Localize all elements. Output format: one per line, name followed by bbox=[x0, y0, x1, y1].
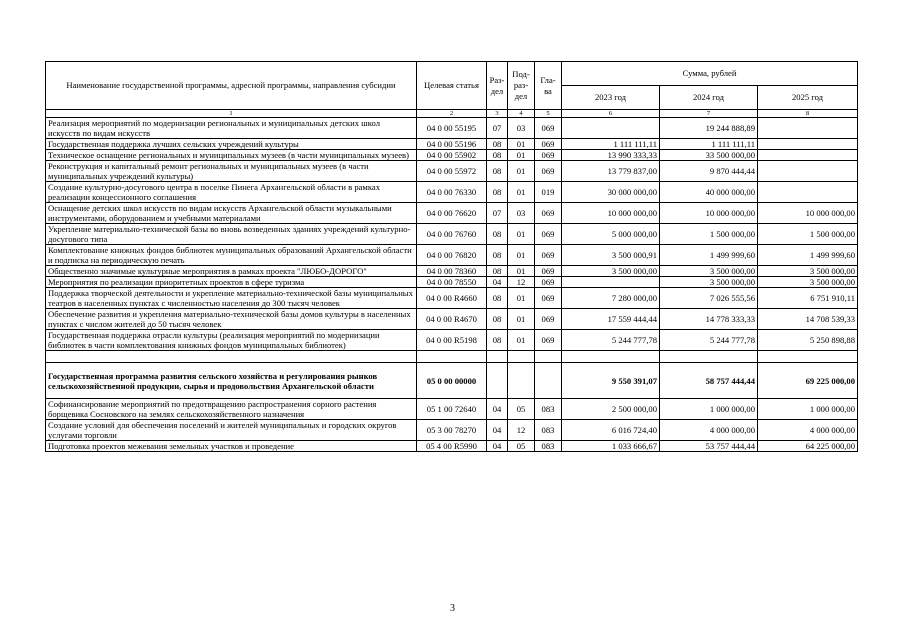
row-sum-2023: 1 111 111,11 bbox=[562, 139, 660, 150]
header-year-2023: 2023 год bbox=[562, 86, 660, 110]
column-number-row bbox=[46, 110, 858, 118]
row-name: Оснащение детских школ искусств по видам искусств Архангельской области музыкальными инструментами, оборудованием и учебными материалами bbox=[46, 203, 417, 224]
row-code: 04 0 00 76820 bbox=[417, 245, 487, 266]
program-sum-2024: 58 757 444,44 bbox=[660, 363, 758, 399]
row-sum-2023: 17 559 444,44 bbox=[562, 309, 660, 330]
table-row bbox=[46, 277, 858, 288]
row-code: 04 0 00 76760 bbox=[417, 224, 487, 245]
row-name: Укрепление материально-технической базы во вновь возведенных зданиях учреждений культурно-досугового типа bbox=[46, 224, 417, 245]
row-code: 04 0 00 R4670 bbox=[417, 309, 487, 330]
row-subsection: 01 bbox=[508, 139, 535, 150]
table-row bbox=[46, 441, 858, 452]
row-chief: 069 bbox=[535, 288, 562, 309]
row-section: 08 bbox=[487, 309, 508, 330]
row-section: 08 bbox=[487, 245, 508, 266]
row-subsection: 03 bbox=[508, 118, 535, 139]
row-section: 08 bbox=[487, 266, 508, 277]
row-section: 07 bbox=[487, 118, 508, 139]
row-name: Подготовка проектов межевания земельных участков и проведение bbox=[46, 441, 417, 452]
row-code: 04 0 00 76330 bbox=[417, 182, 487, 203]
page-number: 3 bbox=[450, 603, 455, 614]
row-sum-2025: 1 000 000,00 bbox=[758, 399, 858, 420]
row-chief: 069 bbox=[535, 330, 562, 351]
row-code: 04 0 00 55195 bbox=[417, 118, 487, 139]
program-sum-2023: 9 550 391,07 bbox=[562, 363, 660, 399]
row-sum-2025: 3 500 000,00 bbox=[758, 277, 858, 288]
table-row bbox=[46, 266, 858, 277]
row-subsection: 01 bbox=[508, 245, 535, 266]
row-sum-2024: 19 244 888,89 bbox=[660, 118, 758, 139]
row-code: 04 0 00 55902 bbox=[417, 150, 487, 161]
row-name: Создание культурно-досугового центра в поселке Пинега Архангельской области в рамках реализации концессионного соглашения bbox=[46, 182, 417, 203]
row-sum-2024: 3 500 000,00 bbox=[660, 266, 758, 277]
row-subsection: 01 bbox=[508, 150, 535, 161]
table-row bbox=[46, 182, 858, 203]
column-number: 7 bbox=[660, 110, 758, 118]
row-sum-2024: 5 244 777,78 bbox=[660, 330, 758, 351]
row-name: Создание условий для обеспечения поселений и жителей муниципальных и городских округов услугами торговли bbox=[46, 420, 417, 441]
row-sum-2025: 6 751 910,11 bbox=[758, 288, 858, 309]
row-subsection: 05 bbox=[508, 399, 535, 420]
header-section: Раз-дел bbox=[487, 62, 508, 110]
row-sum-2023: 2 500 000,00 bbox=[562, 399, 660, 420]
row-sum-2023: 7 280 000,00 bbox=[562, 288, 660, 309]
table-row bbox=[46, 288, 858, 309]
column-number: 5 bbox=[535, 110, 562, 118]
row-chief: 069 bbox=[535, 139, 562, 150]
row-sum-2025: 64 225 000,00 bbox=[758, 441, 858, 452]
row-sum-2024: 7 026 555,56 bbox=[660, 288, 758, 309]
table-row bbox=[46, 150, 858, 161]
row-subsection: 12 bbox=[508, 277, 535, 288]
row-section: 04 bbox=[487, 399, 508, 420]
subsidy-table bbox=[45, 61, 858, 452]
subsidy-rows bbox=[46, 118, 858, 351]
row-section: 08 bbox=[487, 139, 508, 150]
row-sum-2025: 1 499 999,60 bbox=[758, 245, 858, 266]
row-subsection: 01 bbox=[508, 224, 535, 245]
row-sum-2024: 33 500 000,00 bbox=[660, 150, 758, 161]
row-sum-2024: 1 111 111,11 bbox=[660, 139, 758, 150]
row-section: 07 bbox=[487, 203, 508, 224]
row-sum-2025 bbox=[758, 139, 858, 150]
row-chief: 069 bbox=[535, 161, 562, 182]
row-chief: 069 bbox=[535, 266, 562, 277]
row-sum-2025: 3 500 000,00 bbox=[758, 266, 858, 277]
row-chief: 069 bbox=[535, 245, 562, 266]
table-row bbox=[46, 245, 858, 266]
row-sum-2023: 13 779 837,00 bbox=[562, 161, 660, 182]
row-subsection: 01 bbox=[508, 266, 535, 277]
row-section: 08 bbox=[487, 150, 508, 161]
subsidy-table-page bbox=[45, 61, 857, 452]
row-code: 04 0 00 78360 bbox=[417, 266, 487, 277]
row-section: 08 bbox=[487, 224, 508, 245]
header-year-2024: 2024 год bbox=[660, 86, 758, 110]
row-chief: 019 bbox=[535, 182, 562, 203]
row-sum-2023 bbox=[562, 118, 660, 139]
row-sum-2024: 14 778 333,33 bbox=[660, 309, 758, 330]
row-name: Реализация мероприятий по модернизации региональных и муниципальных детских школ искусств по видам искусств bbox=[46, 118, 417, 139]
table-row bbox=[46, 139, 858, 150]
row-sum-2023: 3 500 000,91 bbox=[562, 245, 660, 266]
row-section: 04 bbox=[487, 441, 508, 452]
header-sum: Сумма, рублей bbox=[562, 62, 858, 86]
column-number: 1 bbox=[46, 110, 417, 118]
row-sum-2023: 13 990 333,33 bbox=[562, 150, 660, 161]
row-code: 05 4 00 R5990 bbox=[417, 441, 487, 452]
row-sum-2025 bbox=[758, 118, 858, 139]
row-name: Мероприятия по реализации приоритетных проектов в сфере туризма bbox=[46, 277, 417, 288]
header-subsection: Под-раз-дел bbox=[508, 62, 535, 110]
row-sum-2024: 1 500 000,00 bbox=[660, 224, 758, 245]
row-subsection: 05 bbox=[508, 441, 535, 452]
program-subsidy-rows bbox=[46, 399, 858, 452]
column-number: 4 bbox=[508, 110, 535, 118]
row-code: 04 0 00 R4660 bbox=[417, 288, 487, 309]
row-section: 04 bbox=[487, 420, 508, 441]
row-sum-2024: 40 000 000,00 bbox=[660, 182, 758, 203]
row-code: 05 3 00 78270 bbox=[417, 420, 487, 441]
table-row bbox=[46, 330, 858, 351]
row-sum-2024: 9 870 444,44 bbox=[660, 161, 758, 182]
row-chief: 069 bbox=[535, 118, 562, 139]
row-name: Государственная поддержка отрасли культуры (реализация мероприятий по модернизации библиотек в части комплектования книжных фондов муниципальных библиотек) bbox=[46, 330, 417, 351]
header-chief: Гла-ва bbox=[535, 62, 562, 110]
row-section: 08 bbox=[487, 161, 508, 182]
row-chief: 083 bbox=[535, 399, 562, 420]
row-chief: 069 bbox=[535, 309, 562, 330]
spacer-body bbox=[46, 351, 858, 399]
column-number: 8 bbox=[758, 110, 858, 118]
row-subsection: 01 bbox=[508, 309, 535, 330]
header-name: Наименование государственной программы, адресной программы, направления субсидии bbox=[46, 62, 417, 110]
row-sum-2023: 30 000 000,00 bbox=[562, 182, 660, 203]
column-number: 2 bbox=[417, 110, 487, 118]
column-number: 3 bbox=[487, 110, 508, 118]
table-row bbox=[46, 399, 858, 420]
row-sum-2024: 53 757 444,44 bbox=[660, 441, 758, 452]
row-subsection: 01 bbox=[508, 330, 535, 351]
row-sum-2023: 6 016 724,40 bbox=[562, 420, 660, 441]
row-chief: 069 bbox=[535, 203, 562, 224]
program-sum-2025: 69 225 000,00 bbox=[758, 363, 858, 399]
row-section: 08 bbox=[487, 288, 508, 309]
row-chief: 083 bbox=[535, 420, 562, 441]
table-row bbox=[46, 309, 858, 330]
row-sum-2023: 3 500 000,00 bbox=[562, 266, 660, 277]
row-name: Софинансирование мероприятий по предотвращению распространения сорного растения борщевика Сосновского на землях сельскохозяйственного назначения bbox=[46, 399, 417, 420]
row-sum-2025: 1 500 000,00 bbox=[758, 224, 858, 245]
row-sum-2025: 5 250 898,88 bbox=[758, 330, 858, 351]
table-row bbox=[46, 224, 858, 245]
row-name: Реконструкция и капитальный ремонт региональных и муниципальных музеев (в части муниципальных учреждений культуры) bbox=[46, 161, 417, 182]
row-code: 04 0 00 55196 bbox=[417, 139, 487, 150]
row-name: Общественно значимые культурные мероприятия в рамках проекта "ЛЮБО-ДОРОГО" bbox=[46, 266, 417, 277]
row-sum-2024: 1 499 999,60 bbox=[660, 245, 758, 266]
row-name: Техническое оснащение региональных и муниципальных музеев (в части муниципальных музеев) bbox=[46, 150, 417, 161]
spacer-row bbox=[46, 351, 858, 363]
row-sum-2025 bbox=[758, 161, 858, 182]
row-code: 04 0 00 78550 bbox=[417, 277, 487, 288]
row-subsection: 01 bbox=[508, 182, 535, 203]
row-sum-2025: 4 000 000,00 bbox=[758, 420, 858, 441]
row-subsection: 03 bbox=[508, 203, 535, 224]
row-section: 04 bbox=[487, 277, 508, 288]
row-sum-2023 bbox=[562, 277, 660, 288]
row-subsection: 12 bbox=[508, 420, 535, 441]
row-sum-2025: 10 000 000,00 bbox=[758, 203, 858, 224]
program-code: 05 0 00 00000 bbox=[417, 363, 487, 399]
row-chief: 069 bbox=[535, 150, 562, 161]
row-sum-2024: 1 000 000,00 bbox=[660, 399, 758, 420]
row-chief: 069 bbox=[535, 224, 562, 245]
row-name: Комплектование книжных фондов библиотек муниципальных образований Архангельской области и подписка на периодическую печать bbox=[46, 245, 417, 266]
row-sum-2024: 4 000 000,00 bbox=[660, 420, 758, 441]
row-subsection: 01 bbox=[508, 161, 535, 182]
row-code: 04 0 00 76620 bbox=[417, 203, 487, 224]
row-code: 04 0 00 55972 bbox=[417, 161, 487, 182]
table-row bbox=[46, 203, 858, 224]
table-row bbox=[46, 161, 858, 182]
row-sum-2023: 5 000 000,00 bbox=[562, 224, 660, 245]
row-section: 08 bbox=[487, 182, 508, 203]
table-row bbox=[46, 118, 858, 139]
header-target: Целевая статья bbox=[417, 62, 487, 110]
row-name: Поддержка творческой деятельности и укрепление материально-технической базы муниципальных театров в населенных пунктах с численностью населения до 300 тысяч человек bbox=[46, 288, 417, 309]
row-name: Государственная поддержка лучших сельских учреждений культуры bbox=[46, 139, 417, 150]
row-sum-2023: 1 033 666,67 bbox=[562, 441, 660, 452]
row-chief: 069 bbox=[535, 277, 562, 288]
program-name: Государственная программа развития сельского хозяйства и регулирования рынков сельскохозяйственной продукции, сырья и продовольствия Архангельской области bbox=[46, 363, 417, 399]
row-section: 08 bbox=[487, 330, 508, 351]
row-sum-2025 bbox=[758, 182, 858, 203]
row-code: 04 0 00 R5198 bbox=[417, 330, 487, 351]
row-code: 05 1 00 72640 bbox=[417, 399, 487, 420]
column-number: 6 bbox=[562, 110, 660, 118]
row-sum-2023: 5 244 777,78 bbox=[562, 330, 660, 351]
row-sum-2024: 3 500 000,00 bbox=[660, 277, 758, 288]
row-chief: 083 bbox=[535, 441, 562, 452]
row-sum-2025: 14 708 539,33 bbox=[758, 309, 858, 330]
header-year-2025: 2025 год bbox=[758, 86, 858, 110]
row-sum-2023: 10 000 000,00 bbox=[562, 203, 660, 224]
row-sum-2025 bbox=[758, 150, 858, 161]
row-sum-2024: 10 000 000,00 bbox=[660, 203, 758, 224]
row-subsection: 01 bbox=[508, 288, 535, 309]
row-name: Обеспечение развития и укрепления материально-технической базы домов культуры в населенных пунктах с числом жителей до 50 тысяч человек bbox=[46, 309, 417, 330]
table-row bbox=[46, 420, 858, 441]
program-row bbox=[46, 363, 858, 399]
